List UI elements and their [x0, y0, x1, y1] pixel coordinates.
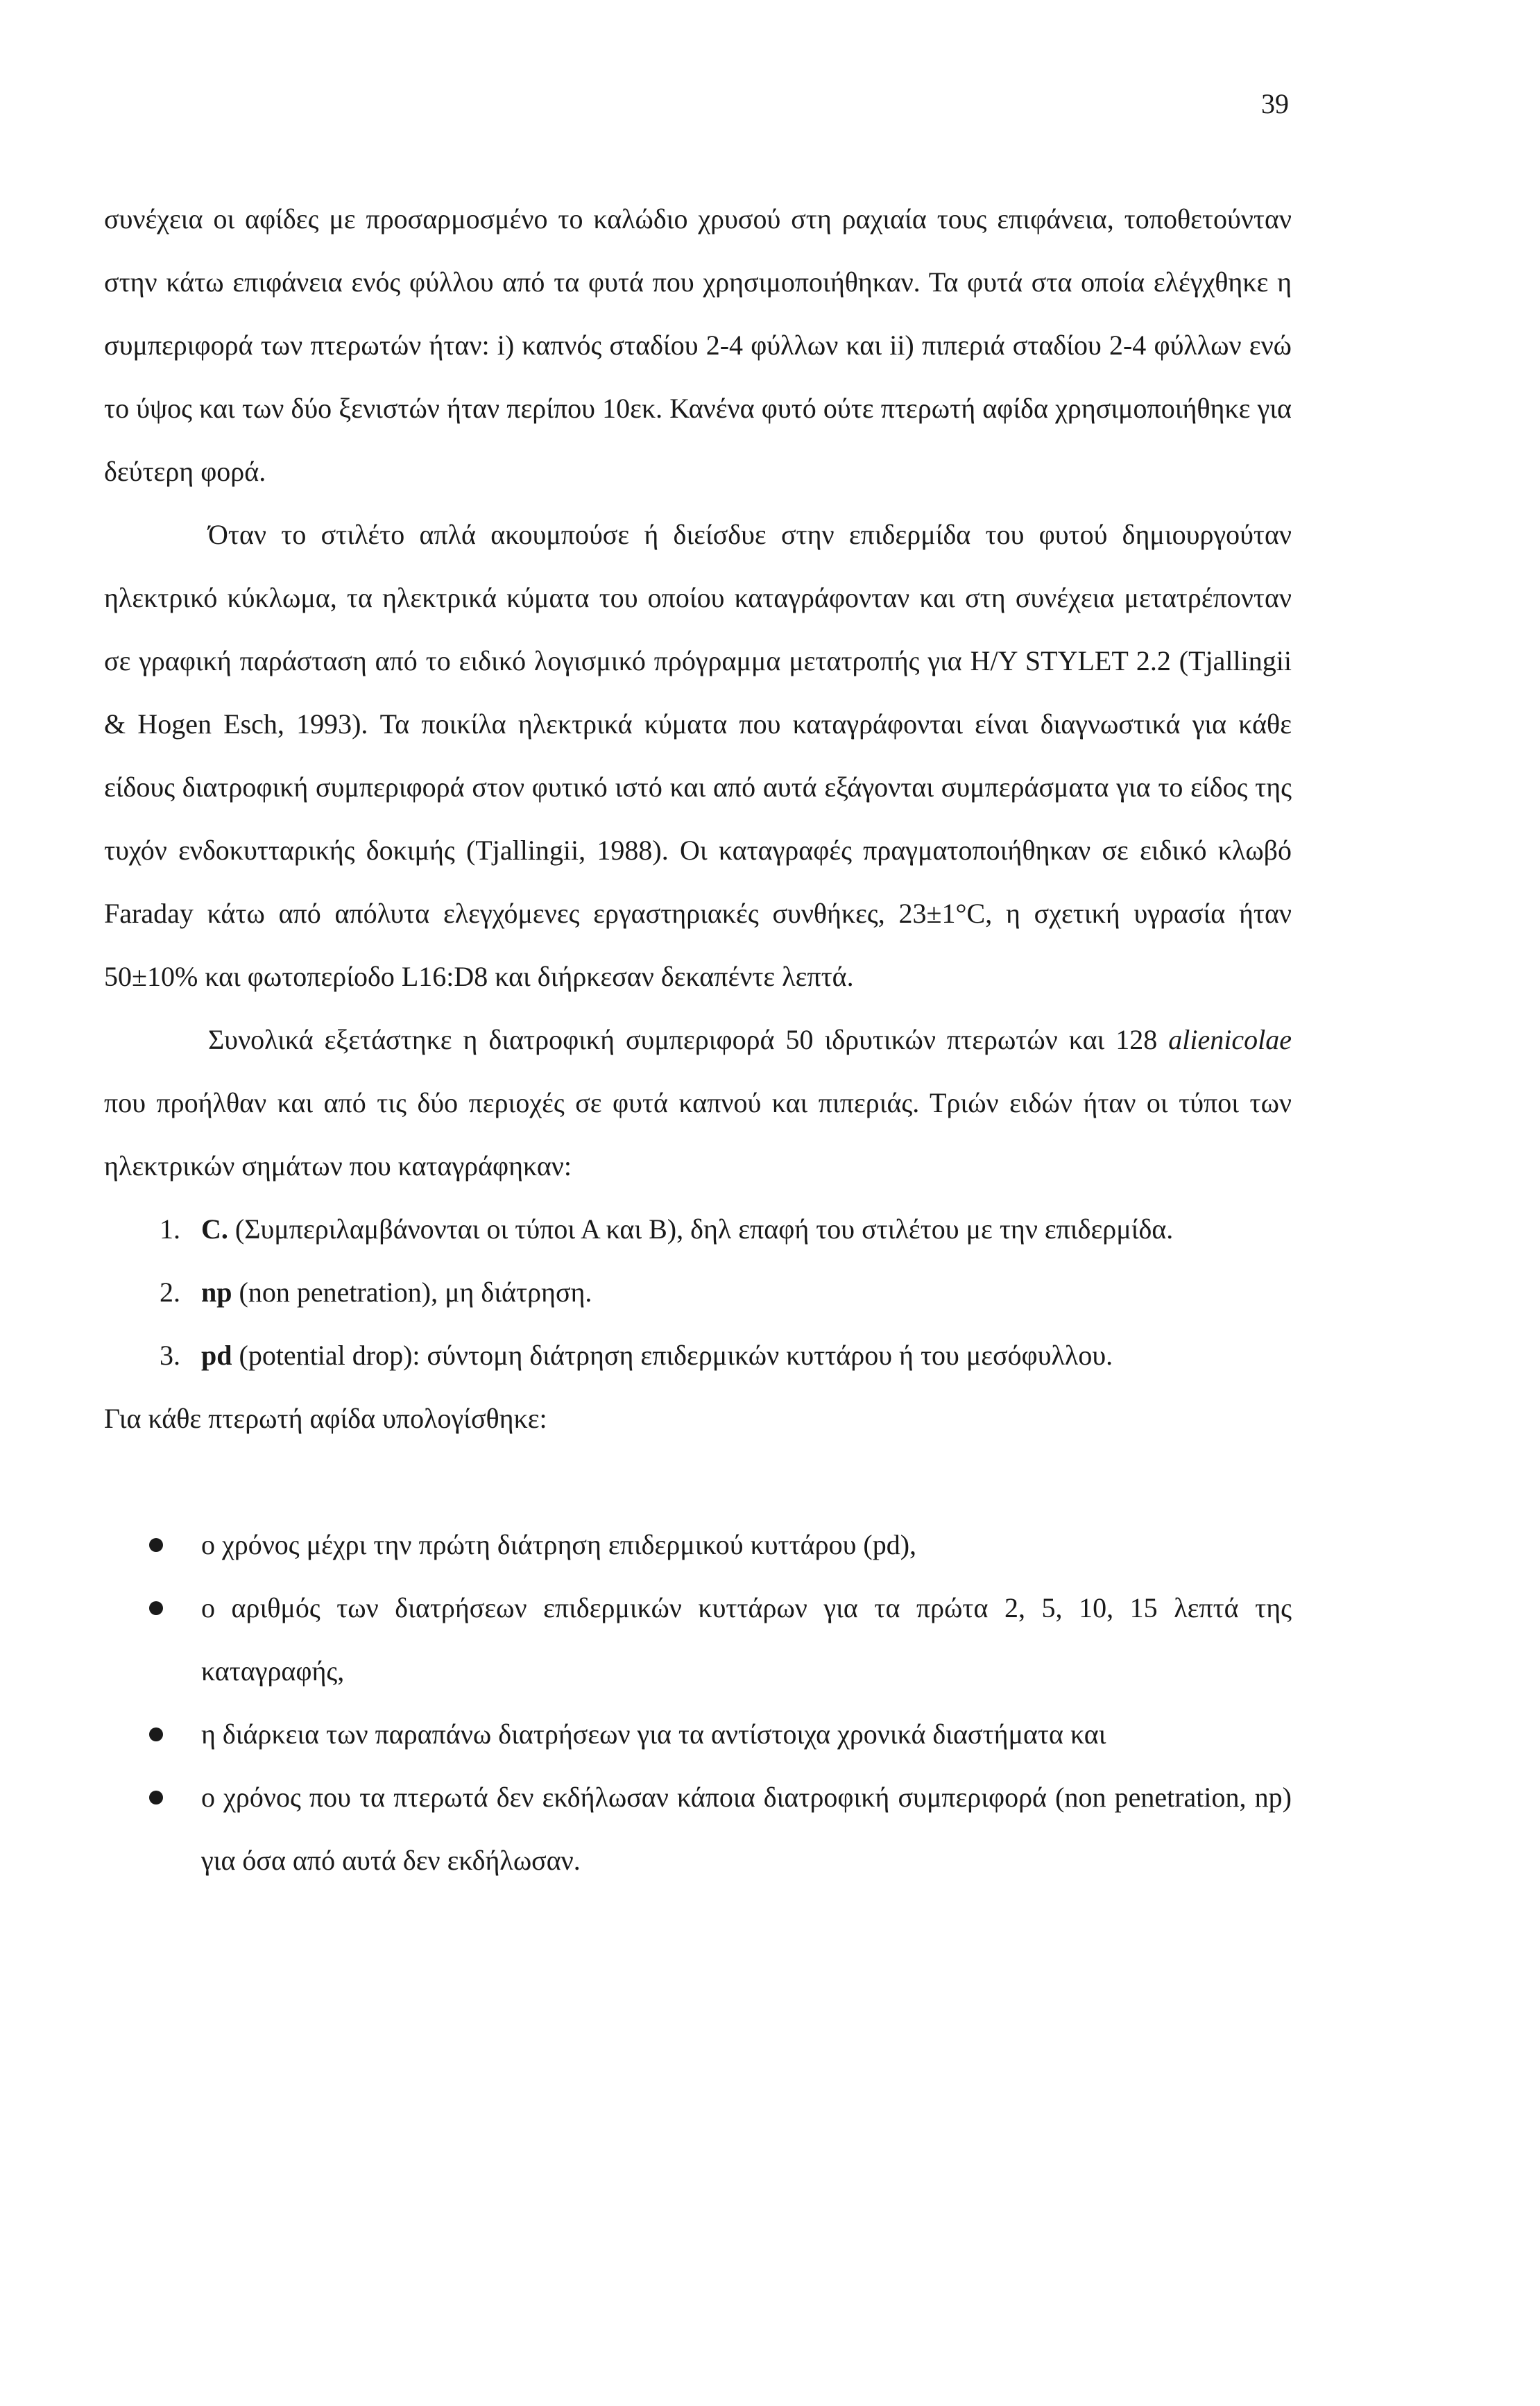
- paragraph-2: Όταν το στιλέτο απλά ακουμπούσε ή διείσδυε στην επιδερμίδα του φυτού δημιουργούταν ηλεκτρικό κύκλωμα, τα ηλεκτρικά κύματα του οποίου καταγράφονταν και στη συνέχεια μετατρέπονταν σε γραφική παράσταση από το ειδικό λογισμικό πρόγραμμα μετατροπής για H/Y STYLET 2.2 (Tjallingii & Hogen Esch, 1993). Τα ποικίλα ηλεκτρικά κύματα που καταγράφονται είναι διαγνωστικά για κάθε είδους διατροφική συμπεριφορά στον φυτικό ιστό και από αυτά εξάγονται συμπεράσματα για το είδος της τυχόν ενδοκυτταρικής δοκιμής (Tjallingii, 1988). Οι καταγραφές πραγματοποιήθηκαν σε ειδικό κλωβό Faraday κάτω από απόλυτα ελεγχόμενες εργαστηριακές συνθήκες, 23±1°C, η σχετική υγρασία ήταν 50±10% και φωτοπερίοδο L16:D8 και διήρκεσαν δεκαπέντε λεπτά.: [104, 519, 1292, 992]
- species-name: alienicolae: [1168, 1024, 1292, 1055]
- item-text: (non penetration), μη διάτρηση.: [232, 1277, 592, 1308]
- spacer: [104, 1450, 1292, 1513]
- item-number: 1.: [160, 1213, 180, 1245]
- numbered-item-1: [104, 1197, 1292, 1261]
- item-text: (Συμπεριλαμβάνονται οι τύποι Α και Β), δηλ επαφή του στιλέτου με την επιδερμίδα.: [228, 1213, 1174, 1245]
- paragraph-1: συνέχεια οι αφίδες με προσαρμοσμένο το καλώδιο χρυσού στη ραχιαία τους επιφάνεια, τοποθετούνταν στην κάτω επιφάνεια ενός φύλλου από τα φυτά που χρησιμοποιήθηκαν. Τα φυτά στα οποία ελέγχθηκε η συμπεριφορά των πτερωτών ήταν: i) καπνός σταδίου 2-4 φύλλων και ii) πιπεριά σταδίου 2-4 φύλλων ενώ το ύψος και των δύο ξενιστών ήταν περίπου 10εκ. Κανένα φυτό ούτε πτερωτή αφίδα χρησιμοποιήθηκε για δεύτερη φορά.: [104, 203, 1292, 487]
- bullet-item: [104, 1766, 1292, 1892]
- paragraph-3: [104, 1008, 1292, 1197]
- signal-code: np: [201, 1277, 232, 1308]
- item-number: 3.: [160, 1340, 180, 1371]
- signal-code: pd: [201, 1340, 232, 1371]
- bullet-item: [104, 1513, 1292, 1576]
- numbered-item-3: [104, 1324, 1292, 1387]
- numbered-item-2: [104, 1261, 1292, 1324]
- bullet-text: ο χρόνος μέχρι την πρώτη διάτρηση επιδερμικού κυττάρου (pd),: [201, 1529, 917, 1560]
- bullet-icon: [149, 1727, 163, 1741]
- bullet-text: ο χρόνος που τα πτερωτά δεν εκδήλωσαν κάποια διατροφική συμπεριφορά (non penetration, np) για όσα από αυτά δεν εκδήλωσαν.: [201, 1782, 1292, 1876]
- bullet-item: [104, 1703, 1292, 1766]
- body-text: [104, 187, 1292, 1892]
- page-number: 39: [1261, 88, 1289, 119]
- list-intro: Για κάθε πτερωτή αφίδα υπολογίσθηκε:: [104, 1403, 547, 1434]
- bullet-text: η διάρκεια των παραπάνω διατρήσεων για τα αντίστοιχα χρονικά διαστήματα και: [201, 1718, 1106, 1750]
- item-text: (potential drop): σύντομη διάτρηση επιδερμικών κυττάρου ή του μεσόφυλλου.: [232, 1340, 1113, 1371]
- item-number: 2.: [160, 1277, 180, 1308]
- bullet-icon: [149, 1538, 163, 1552]
- paragraph-3-text-a: Συνολικά εξετάστηκε η διατροφική συμπεριφορά 50 ιδρυτικών πτερωτών και 128: [208, 1024, 1169, 1055]
- bullet-icon: [149, 1601, 163, 1615]
- signal-code: C.: [201, 1213, 228, 1245]
- bullet-text: ο αριθμός των διατρήσεων επιδερμικών κυττάρων για τα πρώτα 2, 5, 10, 15 λεπτά της καταγραφής,: [201, 1592, 1292, 1687]
- bullet-list: [104, 1513, 1292, 1892]
- bullet-item: [104, 1576, 1292, 1703]
- bullet-icon: [149, 1791, 163, 1804]
- paragraph-3-text-b: που προήλθαν και από τις δύο περιοχές σε φυτά καπνού και πιπεριάς. Τριών ειδών ήταν οι τύποι των ηλεκτρικών σημάτων που καταγράφηκαν:: [104, 1087, 1292, 1181]
